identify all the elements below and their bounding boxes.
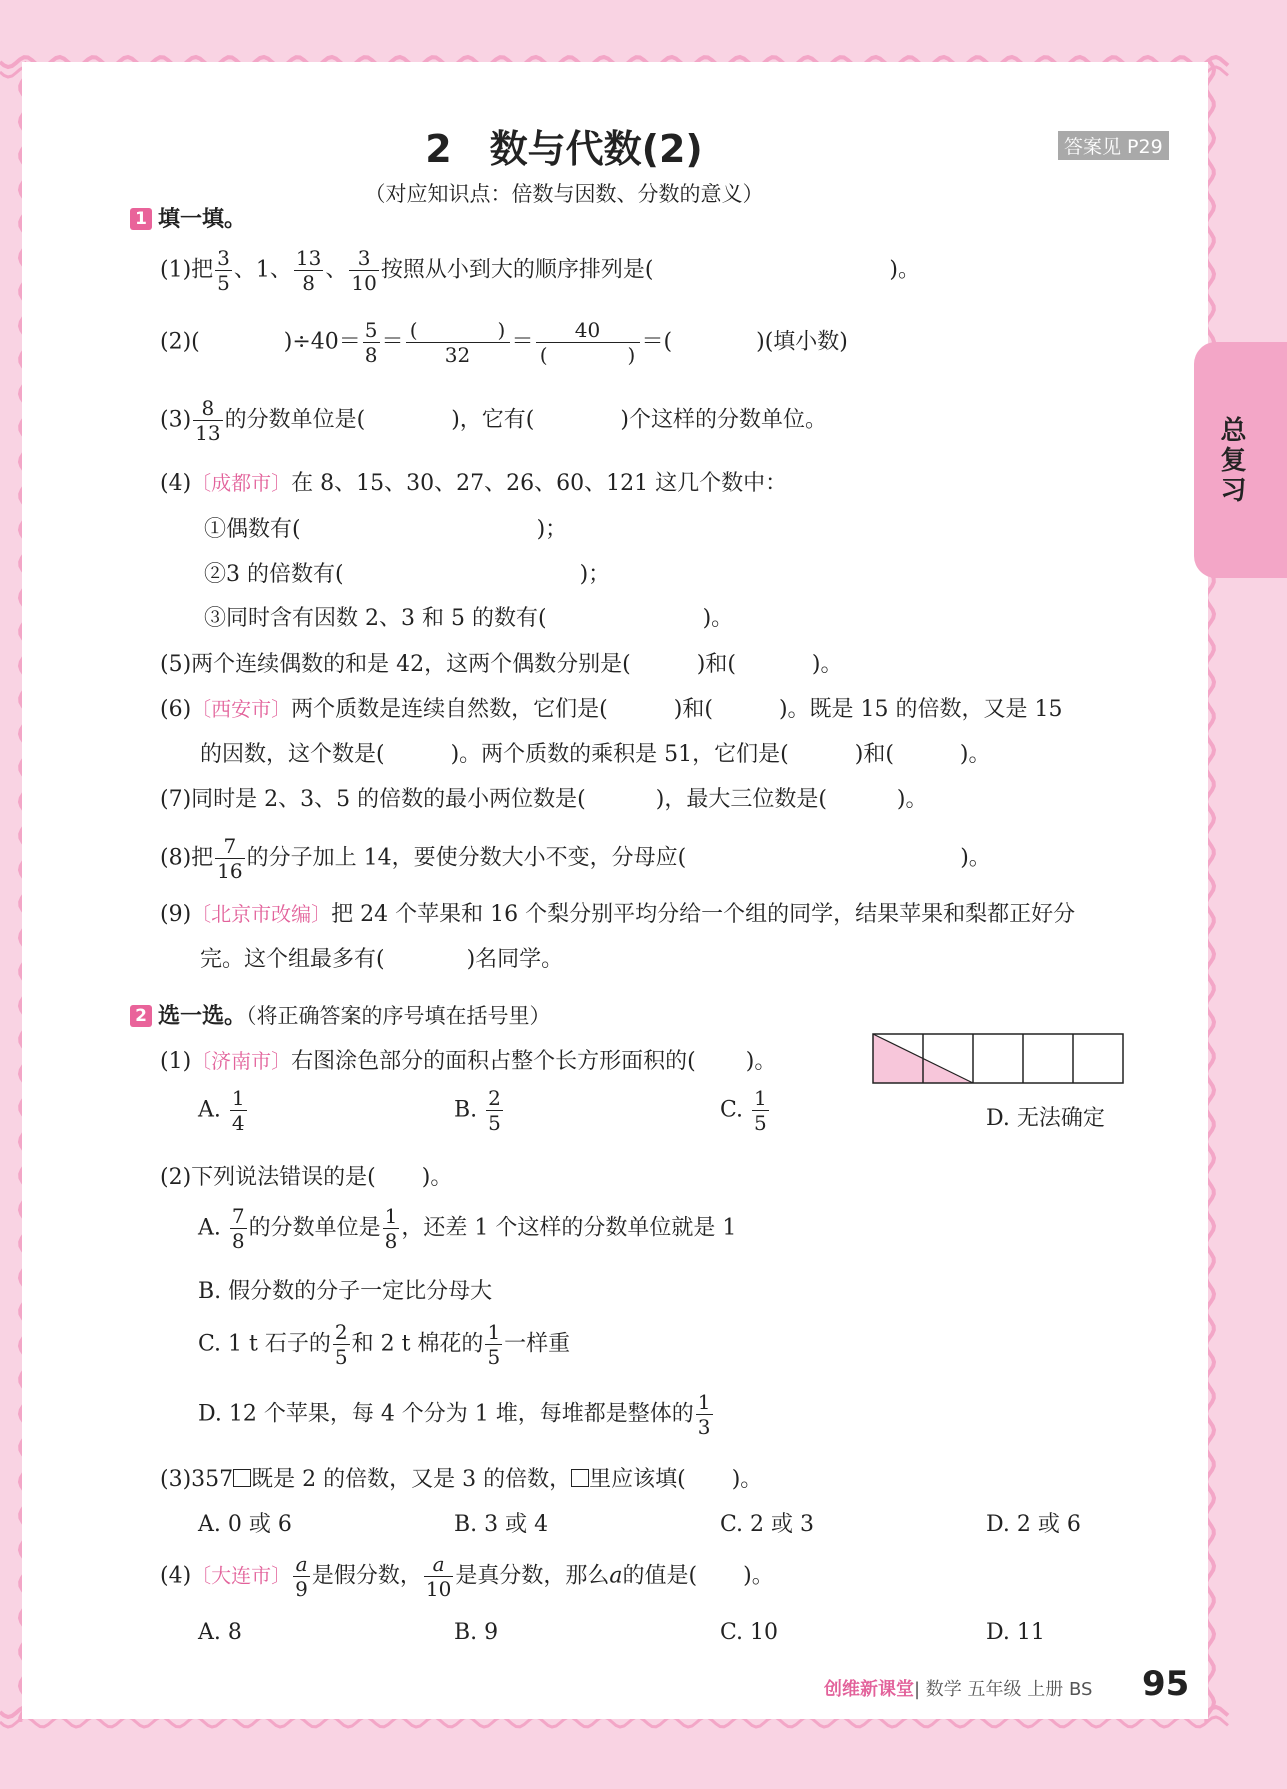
option-2-1-c[interactable]: C. $\frac{1}{5}$	[720, 1086, 767, 1135]
option-2-4-c[interactable]: C. 10	[720, 1620, 779, 1645]
question-1-4-part-3: ③同时含有因数 2、3 和 5 的数有( )。	[204, 606, 734, 631]
option-2-1-a[interactable]: A. $\frac{1}{4}$	[198, 1086, 245, 1135]
option-2-3-a[interactable]: A. 0 或 6	[198, 1512, 292, 1537]
footer-brand: 创维新课堂	[824, 1679, 914, 1700]
question-1-4-part-2: ②3 的倍数有( )；	[204, 562, 611, 587]
question-1-9: (9)〔北京市改编〕把 24 个苹果和 16 个梨分别平均分给一个组的同学，结果苹果和梨都正好分	[160, 902, 1076, 927]
question-1-3: (3) $\frac{8}{13}$ 的分数单位是( )，它有( )个这样的分数单位。	[160, 396, 827, 445]
option-2-2-b[interactable]: B. 假分数的分子一定比分母大	[198, 1279, 493, 1304]
option-2-4-d[interactable]: D. 11	[986, 1620, 1045, 1645]
question-1-2: (2)( )÷40＝ $\frac{5}{8}$ ＝ $\frac{( )}{32}$ ＝ $\frac{40}{( )}$ ＝( )(填小数)	[160, 318, 848, 367]
section-2-instruction: （将正确答案的序号填在括号里）	[246, 1004, 551, 1028]
option-2-3-d[interactable]: D. 2 或 6	[986, 1512, 1081, 1537]
side-tab-label: 总 复 习	[1220, 416, 1247, 506]
option-2-3-b[interactable]: B. 3 或 4	[454, 1512, 549, 1537]
question-1-8: (8)把 $\frac{7}{16}$ 的分子加上 14，要使分数大小不变，分母应( )。	[160, 834, 991, 883]
section-2-heading	[130, 999, 551, 1030]
option-2-2-a[interactable]: A. $\frac{7}{8}$ 的分数单位是 $\frac{1}{8}$ ，还差 1 个这样的分数单位就是 1	[198, 1204, 737, 1253]
option-2-3-c[interactable]: C. 2 或 3	[720, 1512, 815, 1537]
fraction: $\frac{40}{( )}$	[536, 318, 640, 367]
page-subtitle: （对应知识点：倍数与因数、分数的意义）	[364, 182, 764, 206]
question-2-4: (4)〔大连市〕 $\frac{a}{9}$ 是假分数， $\frac{a}{10}$ 是真分数，那么a的值是( )。	[160, 1552, 774, 1601]
section-1-number: 1	[130, 208, 152, 230]
shaded-rectangle-figure	[872, 1033, 1124, 1085]
fraction: $\frac{7}{16}$	[217, 834, 243, 883]
question-1-6: (6)〔西安市〕两个质数是连续自然数，它们是( )和( )。既是 15 的倍数，又是 15	[160, 697, 1063, 722]
side-tab-review	[1194, 342, 1287, 578]
fraction: $\frac{3}{5}$	[217, 246, 230, 295]
question-2-3: (3)357 既是 2 的倍数，又是 3 的倍数， 里应该填( )。	[160, 1467, 763, 1492]
question-2-1: (1)〔济南市〕右图涂色部分的面积占整个长方形面积的( )。	[160, 1049, 777, 1074]
blank-square	[571, 1469, 589, 1487]
section-1-heading	[130, 202, 246, 233]
fraction: $\frac{5}{8}$	[364, 318, 378, 367]
region-tag: 〔北京市改编〕	[191, 902, 332, 926]
region-tag: 〔大连市〕	[191, 1563, 292, 1588]
option-2-1-b[interactable]: B. $\frac{2}{5}$	[454, 1086, 501, 1135]
footer-info	[824, 1675, 1092, 1701]
fraction: $\frac{13}{8}$	[295, 246, 322, 295]
region-tag: 〔济南市〕	[191, 1049, 292, 1073]
question-1-9-line-2: 完。这个组最多有( )名同学。	[200, 947, 564, 972]
question-1-4-part-1: ①偶数有( )；	[204, 517, 568, 542]
option-2-4-a[interactable]: A. 8	[198, 1620, 242, 1645]
answer-reference-badge: 答案见 P29	[1058, 131, 1169, 160]
question-2-2: (2)下列说法错误的是( )。	[160, 1165, 453, 1190]
question-1-6-line-2: 的因数，这个数是( )。两个质数的乘积是 51，它们是( )和( )。	[200, 742, 991, 767]
question-1-7: (7)同时是 2、3、5 的倍数的最小两位数是( )，最大三位数是( )。	[160, 787, 928, 812]
page-number: 95	[1142, 1664, 1190, 1704]
blank-square	[233, 1469, 251, 1487]
region-tag: 〔成都市〕	[191, 471, 292, 495]
option-2-2-c[interactable]: C. 1 t 石子的 $\frac{2}{5}$ 和 2 t 棉花的 $\frac{1}{5}$ 一样重	[198, 1320, 571, 1369]
question-1-4: (4)〔成都市〕在 8、15、30、27、26、60、121 这几个数中：	[160, 471, 788, 496]
section-2-number: 2	[130, 1005, 152, 1027]
question-1-5: (5)两个连续偶数的和是 42，这两个偶数分别是( )和( )。	[160, 652, 843, 677]
option-2-4-b[interactable]: B. 9	[454, 1620, 499, 1645]
option-2-1-d[interactable]: D. 无法确定	[986, 1106, 1105, 1131]
region-tag: 〔西安市〕	[191, 697, 292, 721]
option-2-2-d[interactable]: D. 12 个苹果，每 4 个分为 1 堆，每堆都是整体的 $\frac{1}{3}$	[198, 1390, 711, 1439]
page-title: 2 数与代数(2)	[425, 127, 703, 171]
footer-book-info: | 数学 五年级 上册 BS	[914, 1679, 1093, 1700]
fraction: $\frac{3}{10}$	[351, 246, 377, 295]
fraction: $\frac{8}{13}$	[195, 396, 221, 445]
fraction: $\frac{( )}{32}$	[406, 318, 510, 367]
section-1-title: 填一填。	[158, 207, 247, 232]
section-2-title: 选一选。	[158, 1004, 247, 1029]
question-1-1: (1)把 $\frac{3}{5}$ 、1、 $\frac{13}{8}$ 、 $\frac{3}{10}$ 按照从小到大的顺序排列是( )。	[160, 246, 921, 295]
